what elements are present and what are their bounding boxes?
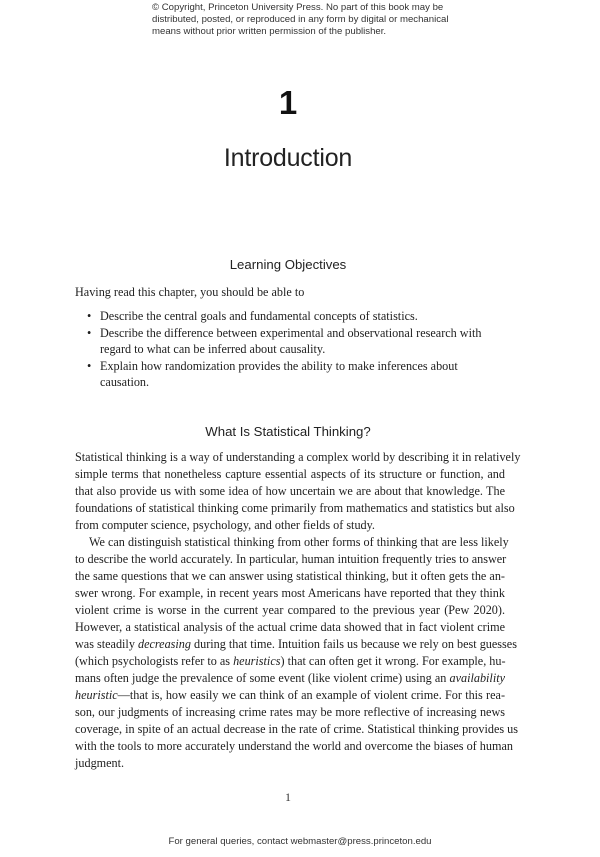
- paragraph-line: son, our judgments of increasing crime rates may be more reflective of increasing news: [75, 705, 505, 719]
- paragraph-line: coverage, in spite of an actual decrease in the rate of crime. Statistical thinking provides us: [75, 722, 518, 736]
- objective-text: Explain how randomization provides the ability to make inferences about: [100, 358, 458, 373]
- objective-item: [75, 308, 505, 325]
- paragraph-line: violent crime is worse in the current year compared to the previous year (Pew 2020).: [75, 603, 505, 617]
- paragraph-line: from computer science, psychology, and other fields of study.: [75, 518, 375, 532]
- paragraph-line: to describe the world accurately. In particular, human intuition frequently tries to answer: [75, 552, 507, 566]
- learning-objectives-intro: Having read this chapter, you should be able to: [75, 285, 305, 299]
- paragraph-line: [75, 687, 505, 704]
- text-run: mans often judge the prevalence of some event (like violent crime) using an: [75, 671, 450, 685]
- objective-text: Describe the central goals and fundamental concepts of statistics.: [100, 309, 418, 323]
- paragraph-line: [75, 653, 505, 670]
- text-run: during that time. Intuition fails us because we rely on best guesses: [191, 637, 517, 651]
- emphasis: decreasing: [137, 637, 191, 651]
- objective-item: [75, 358, 505, 391]
- learning-objectives-list: [75, 308, 505, 391]
- paragraph-line: judgment.: [75, 756, 125, 770]
- emphasis: heuristic: [75, 688, 118, 702]
- paragraph: [75, 534, 518, 772]
- paragraph-line: swer wrong. For example, in recent years most Americans have reported that they think: [75, 586, 505, 600]
- bullet-icon: •: [87, 325, 92, 340]
- learning-objectives-heading: Learning Objectives: [229, 257, 347, 272]
- paragraph-line: the same questions that we can answer using statistical thinking, but it often gets the an-: [75, 569, 505, 583]
- page-number: 1: [285, 790, 291, 804]
- objective-item: [75, 325, 505, 358]
- paragraph-line: with the tools to more accurately understand the world and overcome the biases of human: [75, 739, 513, 753]
- paragraph-line: [75, 636, 517, 653]
- text-run: ) that can often get it wrong. For example, hu-: [280, 654, 506, 668]
- section-heading: What Is Statistical Thinking?: [205, 424, 371, 439]
- objective-text: causation.: [100, 375, 150, 390]
- paragraph: [75, 449, 521, 534]
- text-run: —that is, how easily we can think of an example of violent crime. For this rea-: [117, 688, 505, 702]
- chapter-title: Introduction: [223, 144, 353, 172]
- text-run: (which psychologists refer to as: [75, 654, 234, 668]
- paragraph-line: that also provide us with some idea of how uncertain we are about that knowledge. The: [75, 484, 505, 498]
- copyright-line: distributed, posted, or reproduced in any form by digital or mechanical: [152, 14, 449, 26]
- paragraph-line: foundations of statistical thinking come primarily from mathematics and statistics but also: [75, 501, 515, 515]
- paragraph-line: simple terms that nonetheless capture essential aspects of its structure or function, and: [75, 467, 505, 481]
- objective-text: Describe the difference between experimental and observational research with: [100, 325, 482, 340]
- paragraph-line: Statistical thinking is a way of understanding a complex world by describing it in relatively: [75, 450, 521, 464]
- emphasis: heuristics: [233, 654, 281, 668]
- paragraph-line: [75, 670, 505, 687]
- copyright-line: © Copyright, Princeton University Press. No part of this book may be: [152, 2, 444, 13]
- paragraph-line: However, a statistical analysis of the actual crime data showed that in fact violent crime: [75, 620, 505, 634]
- footer-contact: For general queries, contact webmaster@press.princeton.edu: [168, 836, 432, 847]
- bullet-icon: •: [87, 309, 92, 323]
- objective-text: regard to what can be inferred about causality.: [100, 342, 326, 357]
- bullet-icon: •: [87, 358, 92, 373]
- text-run: was steadily: [75, 637, 138, 651]
- copyright-line: means without prior written permission of the publisher.: [152, 26, 387, 38]
- chapter-number: 1: [278, 84, 298, 121]
- emphasis: availability: [449, 671, 505, 685]
- paragraph-line: We can distinguish statistical thinking from other forms of thinking that are less likely: [89, 535, 509, 549]
- copyright-notice: [152, 2, 472, 39]
